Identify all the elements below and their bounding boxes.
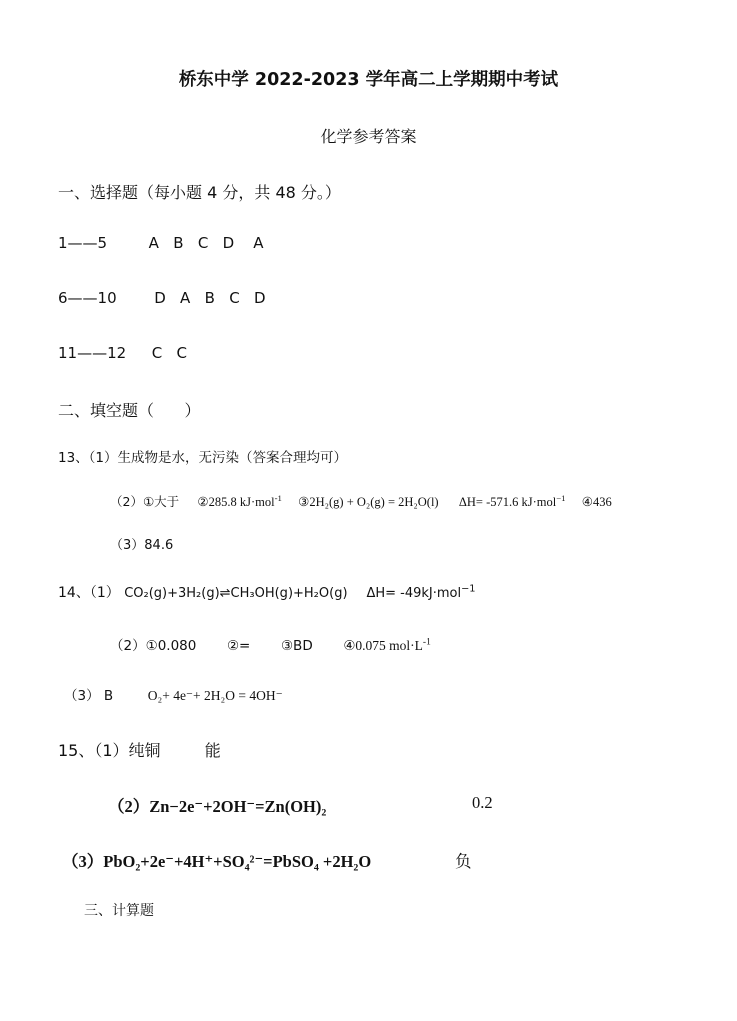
q13-part2 <box>110 492 612 510</box>
q13-part3: （3）84.6 <box>110 538 174 553</box>
answer-row-3 <box>58 344 187 362</box>
q15-p2-b: 0.2 <box>472 793 493 812</box>
section2-heading: 二、填空题（ ） <box>58 401 201 420</box>
answer-range: 1——5 <box>58 234 108 252</box>
answer-values: C C <box>151 344 188 362</box>
q14-part1 <box>58 582 476 602</box>
answer-range: 11——12 <box>58 344 127 362</box>
q15-part2 <box>108 793 326 817</box>
q13-p2-last: ④436 <box>581 495 612 509</box>
q13-part1: 13、（1）生成物是水，无污染（答案合理均可） <box>58 450 348 466</box>
q14-p1-dh-exp: −1 <box>461 583 476 595</box>
q14-p1-dh: ΔH= -49kJ·mol <box>366 586 462 601</box>
answer-values: D A B C D <box>154 289 266 307</box>
q13-p2-exp: -1 <box>274 492 282 503</box>
q13-p2-prefix: （2）①大于 <box>110 494 180 509</box>
q14-p3-equation: O₂+ 4e⁻+ 2H₂O = 4OH⁻ <box>147 688 283 703</box>
q13-p2-equation: ③2H₂(g) + O₂(g) = 2H₂O(l) <box>298 495 439 509</box>
q15-part1 <box>58 738 221 761</box>
q14-p2-d-exp: -1 <box>422 637 431 648</box>
section1-heading: 一、选择题（每小题 4 分，共 48 分。） <box>58 183 341 202</box>
q15-p3-b: 负 <box>455 852 472 871</box>
answer-row-2 <box>58 289 266 307</box>
q14-part3 <box>64 684 283 704</box>
q14-p2-c: ③BD <box>280 638 313 654</box>
q14-p1-prefix: 14、（1） <box>58 585 120 601</box>
q15-p2-a: （2）Zn−2e⁻+2OH⁻=Zn(OH)₂ <box>108 797 327 816</box>
document-title: 桥东中学 2022-2023 学年高二上学期期中考试 <box>178 70 559 90</box>
q14-p2-a: （2）①0.080 <box>110 638 197 654</box>
q13-p2-dh: ΔH= -571.6 kJ·mol <box>458 495 557 509</box>
q14-p3-prefix: （3） B <box>64 688 114 704</box>
q13-p2-dh-exp: −1 <box>556 492 566 503</box>
q13-p2-enthalpy: ②285.8 kJ·mol <box>197 495 275 509</box>
q15-part3: （3）PbO₂+2e⁻+4H⁺+SO₄²⁻=PbSO₄ +2H₂O <box>62 852 372 871</box>
answer-row-1 <box>58 234 263 252</box>
q15-p1-b: 能 <box>204 741 221 760</box>
q14-p2-d: ④0.075 mol·L <box>343 638 423 653</box>
document-subtitle: 化学参考答案 <box>320 127 417 146</box>
section3-heading: 三、计算题 <box>84 903 154 919</box>
answer-range: 6——10 <box>58 289 117 307</box>
q15-p1-a: 15、（1）纯铜 <box>58 741 161 760</box>
q14-part2 <box>110 634 431 654</box>
q14-p1-equation: CO₂(g)+3H₂(g)⇌CH₃OH(g)+H₂O(g) <box>124 586 348 601</box>
q14-p2-b: ②= <box>226 638 251 654</box>
answer-values: A B C D A <box>148 234 264 252</box>
